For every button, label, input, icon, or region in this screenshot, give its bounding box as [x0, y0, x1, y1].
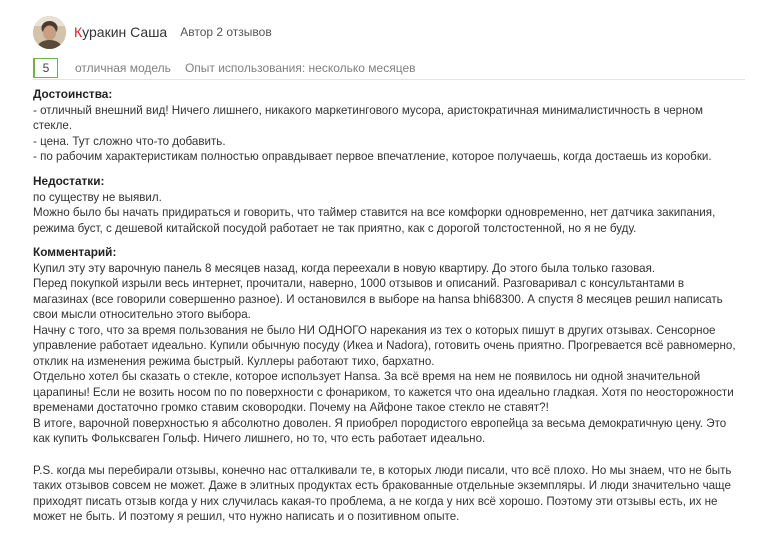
comment-line: свои мысли относительно этого выбора.: [33, 308, 251, 322]
comment-line: В итоге, варочной поверхностью я абсолютно доволен. Я приобрел породистого европейца за весьма демократичную цену. Это: [33, 416, 727, 430]
cons-heading: Недостатки:: [33, 174, 105, 189]
cons-line: Можно было бы начать придираться и говорить, что таймер ставится на все комфорки одновременно, нет датчика закипания,: [33, 206, 716, 220]
comment-line: Перед покупкой изрыли весь интернет, прочитали, наверно, 1000 отзывов и описаний. Разговаривал с консультантами в: [33, 277, 685, 291]
rating-row: [33, 57, 743, 79]
pros-line: - по рабочим характеристикам полностью оправдывает первое впечатление, которое получаешь, когда достаешь из коробки.: [33, 150, 712, 163]
rating-score-badge: 5: [33, 58, 58, 78]
review-header: [33, 15, 272, 49]
spacer: [33, 236, 753, 245]
review-body: [33, 87, 753, 525]
comment-line: Отдельно хотел бы сказать о стекле, которое использует Hansa. За всё время на нем не появилось ни одной значительной: [33, 370, 701, 384]
author-name[interactable]: [74, 24, 167, 40]
comment-line: магазинах (все говорили совершенно разное). И остановился в выборе на hansa bhi68300. А спустя 8 месяцев решил написать: [33, 292, 723, 306]
spacer: [33, 165, 753, 175]
comment-line: управление работает идеально. Купили обычную посуду (Икеа и Nadora), готовить очень приятно. Прогревается всё равномерно,: [33, 339, 736, 353]
usage-experience: Опыт использования: несколько месяцев: [184, 61, 416, 75]
ps-line: может не быть. И поэтому я решил, что нужно написать и о позитивном опыте.: [33, 510, 460, 524]
comment-heading: Комментарий:: [33, 245, 117, 260]
comment-line: отклик на изменения режима быстрый. Куллеры работают тихо, бархатно.: [33, 354, 435, 368]
ps-line: P.S. когда мы перебирали отзывы, конечно нас отталкивали те, в которых люди писали, что всё плохо. Но мы знаем, что не быть: [33, 463, 732, 477]
comment-line: временами достаточно громко ставим сковородки. Почему на Айфоне такое стекло не ставят?!: [33, 401, 549, 415]
ps-line: приходят писать отзыв когда у них случилась какая-то проблема, а не когда у них всё хорошо. Поэтому эти отзывы есть, их не: [33, 494, 718, 508]
avatar[interactable]: [33, 16, 66, 49]
divider: [33, 79, 745, 80]
review-title: отличная модель: [75, 61, 171, 75]
spacer: [33, 447, 753, 463]
author-reviews-count: Автор 2 отзывов: [180, 25, 272, 39]
ps-line: таких отзывов совсем не может. Даже в элитных продуктах есть бракованные отдельные экземпляры. И люди значительно чаще: [33, 479, 731, 493]
pros-line: стекле.: [33, 119, 73, 132]
pros-heading: Достоинства:: [33, 87, 113, 101]
comment-line: царапины! Если не возить носом по по поверхности с фонариком, то кажется что она идеально гладкая. Хотя по неосторожности: [33, 385, 734, 399]
author-name-rest: уракин Саша: [82, 24, 168, 40]
comment-line: как купить Фольксваген Гольф. Ничего лишнего, но то, что есть работает идеально.: [33, 432, 486, 446]
cons-line: по существу не выявил.: [33, 190, 162, 204]
pros-line: - отличный внешний вид! Ничего лишнего, никакого маркетингового мусора, аристократичная минималистичность в черном: [33, 103, 703, 117]
comment-line: Купил эту эту варочную панель 8 месяцев назад, когда переехали в новую квартиру. До этого была только газовая.: [33, 261, 656, 275]
cons-line: режима буст, с дешевой китайской посудой работает не так приятно, как с дорогой толстостенной, но я не буду.: [33, 221, 637, 235]
author-name-initial: К: [74, 24, 83, 40]
comment-line: Начну с того, что за время пользования не было НИ ОДНОГО нарекания из тех о которых пишут в других отзывах. Сенсорное: [33, 323, 716, 337]
user-avatar-icon: [33, 16, 66, 49]
pros-line: - цена. Тут сложно что-то добавить.: [33, 134, 226, 148]
